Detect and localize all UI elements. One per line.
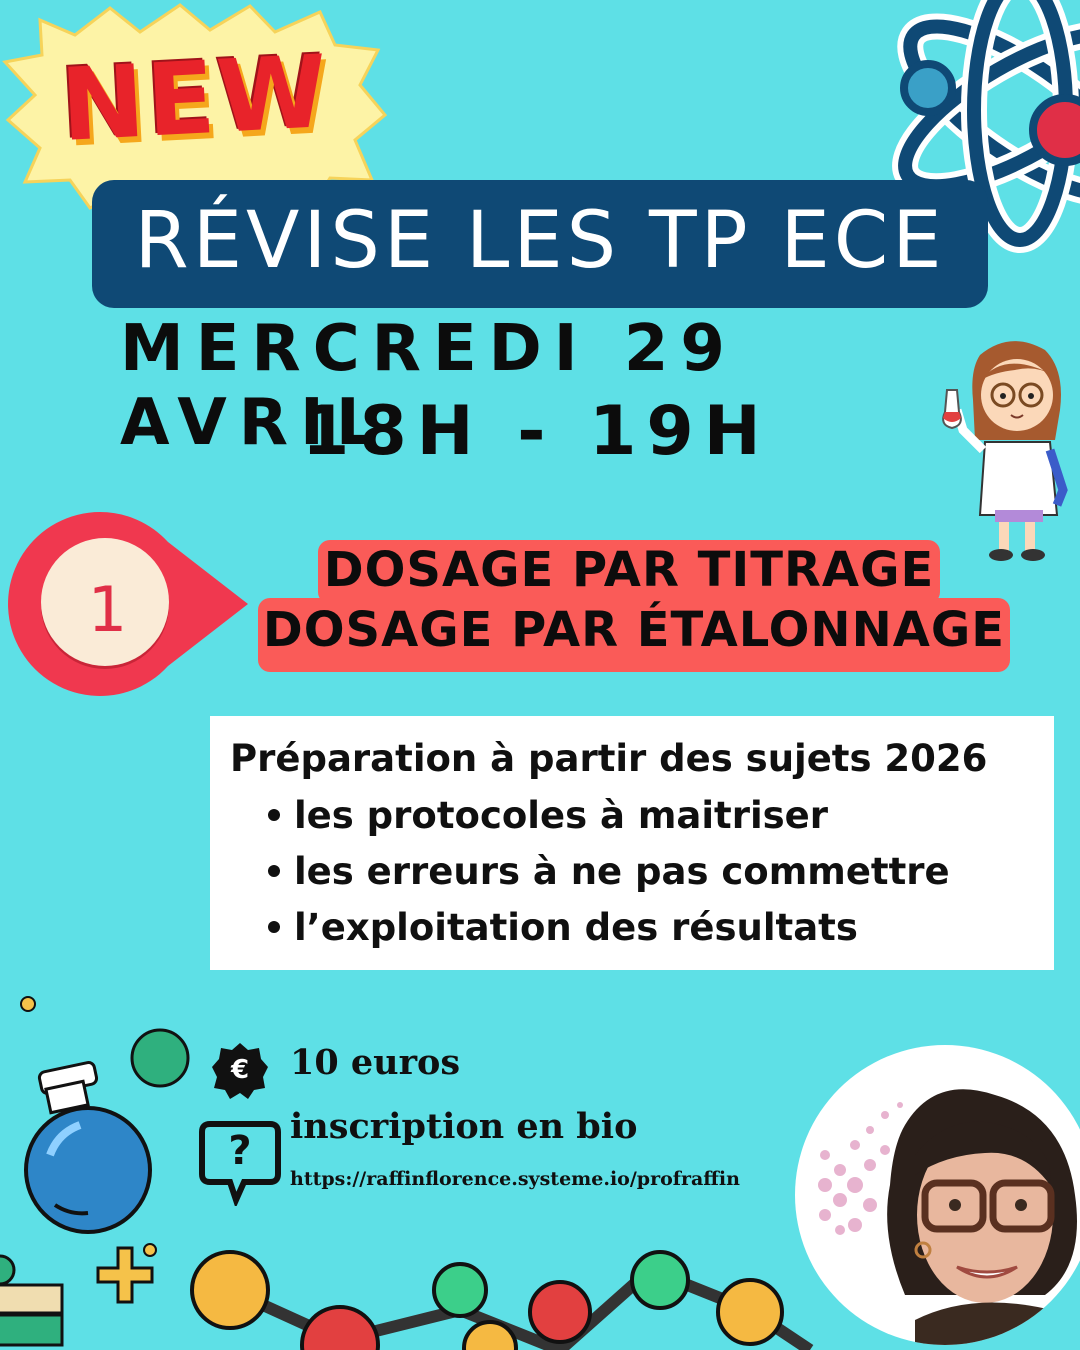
session-number: 1 <box>87 573 128 646</box>
bullet-icon <box>268 921 280 933</box>
euro-symbol: € <box>230 1055 250 1085</box>
list-item: les erreurs à ne pas commettre <box>262 850 1042 906</box>
registration-link[interactable]: https://raffinflorence.systeme.io/profraffin <box>290 1168 740 1190</box>
plus-icon <box>90 1240 160 1310</box>
page-title: RÉVISE LES TP ECE <box>134 196 946 286</box>
new-badge: NEW <box>57 33 333 164</box>
molecule-illustration <box>190 1240 840 1350</box>
scientist-illustration <box>935 330 1080 565</box>
presenter-photo <box>785 1035 1080 1350</box>
list-item: l’exploitation des résultats <box>262 906 1042 962</box>
topic-etalonnage: DOSAGE PAR ÉTALONNAGE <box>262 602 1006 658</box>
registration-text: inscription en bio <box>290 1106 638 1147</box>
preparation-list <box>262 794 1042 962</box>
preparation-title: Préparation à partir des sujets 2026 <box>230 737 988 780</box>
event-time: 18H - 19H <box>302 392 771 471</box>
flask-illustration <box>10 1055 160 1235</box>
book-illustration <box>0 1240 70 1350</box>
price-text: 10 euros <box>290 1042 461 1083</box>
question-symbol: ? <box>228 1128 252 1174</box>
topic-titrage: DOSAGE PAR TITRAGE <box>323 542 935 598</box>
bullet-icon <box>268 809 280 821</box>
event-date: MERCREDI 29 AVRIL <box>120 312 737 460</box>
bullet-icon <box>268 865 280 877</box>
list-item: les protocoles à maitriser <box>262 794 1042 850</box>
